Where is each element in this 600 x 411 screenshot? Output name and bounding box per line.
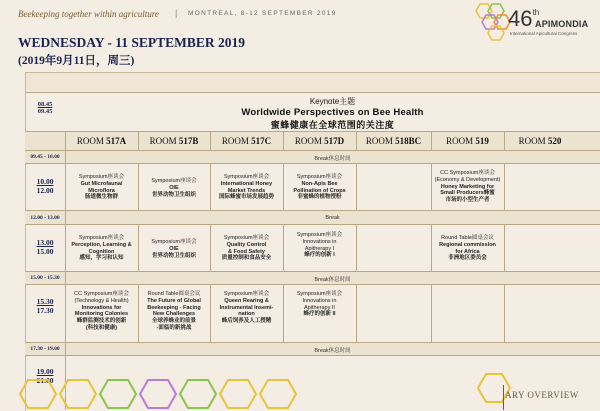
break-row-2	[25, 210, 600, 225]
column-divider	[504, 224, 505, 271]
column-divider	[210, 284, 211, 342]
session-3-room-517a: CC Symposium座谈会 (Technology & Health) Innovations for Monitoring Colonies 蜂群监测技术的创新 (科技和健康)	[74, 291, 129, 331]
column-divider	[431, 163, 432, 210]
session-3-room-517c: Symposium座谈会 Queen Rearing & Instrumental Insemi- nation 蜂后饲养及人工授精	[219, 291, 274, 325]
session-2-room-517b: Symposium座谈会 OIE 世界动物卫生组织	[151, 239, 197, 259]
break-row-4	[25, 342, 600, 356]
day-title: WEDNESDAY - 11 SEPTEMBER 2019	[18, 35, 246, 50]
break-row-1	[25, 150, 600, 164]
column-divider	[138, 284, 139, 342]
break-1-label: Break休息时间	[314, 156, 351, 162]
column-divider	[138, 131, 139, 150]
session-row-1	[25, 163, 600, 211]
session-1-room-517b: Symposium座谈会 OIE 世界动物卫生组织	[151, 178, 197, 198]
column-divider	[283, 284, 284, 342]
keynote-label: Keynote主题	[309, 97, 356, 106]
room-517d-header: ROOM 517D	[294, 136, 345, 146]
day-subtitle: (2019年9月11日，周三)	[18, 55, 135, 67]
break-3-time: 15.00 - 15.30	[30, 275, 60, 281]
session-row-2	[25, 224, 600, 272]
session-2-room-517a: Symposium座谈会 Perception, Learning & Cognition 感知，学习和认知	[71, 235, 132, 262]
room-518bc-header: ROOM 518BC	[365, 136, 422, 146]
session-1-room-517c: Symposium座谈会 International Honey Market Trends 国际蜂蜜市场发展趋势	[218, 174, 274, 201]
column-divider	[210, 224, 211, 271]
column-divider	[431, 284, 432, 342]
overview-divider	[503, 385, 504, 410]
column-divider	[138, 163, 139, 210]
column-divider	[431, 224, 432, 271]
break-4-time: 17.30 - 19.00	[30, 346, 60, 352]
break-2-time: 12.00 - 13.00	[30, 215, 60, 221]
column-divider	[504, 284, 505, 342]
session-1-room-519: CC Symposium座谈会 (Economy & Development) Honey Marketing for Small Producers蜂蜜 市场的小型生产者	[434, 170, 501, 204]
session-3-room-517b: Round Table圆桌会议 The Future of Global Beekeeping - Facing New Challenges 全球养蜂业的前景 -面临的新挑战	[147, 291, 201, 331]
congress-subtitle: International Apicultural Congress	[510, 31, 578, 36]
tagline: Beekeeping together within agriculture	[18, 9, 159, 19]
column-divider	[210, 163, 211, 210]
break-3-label: Break休息时间	[314, 277, 351, 283]
room-520-header: ROOM 520	[518, 136, 562, 146]
column-divider	[210, 131, 211, 150]
session-1-room-517d: Symposium座谈会 Non-Apis Bee Pollination of Crops 非蜜蜂的植物授粉	[293, 174, 346, 201]
keynote-block	[65, 96, 600, 131]
room-517a-header: ROOM 517A	[76, 136, 127, 146]
column-divider	[65, 131, 66, 410]
column-divider	[504, 131, 505, 150]
keynote-title-en: Worldwide Perspectives on Bee Health	[241, 107, 424, 118]
column-divider	[283, 163, 284, 210]
room-517b-header: ROOM 517B	[149, 136, 199, 146]
column-divider	[138, 224, 139, 271]
break-2-label: Break	[325, 215, 340, 221]
room-519-header: ROOM 519	[446, 136, 489, 146]
column-divider	[356, 224, 357, 271]
event-location-date: MONTREAL, 8-12 SEPTEMBER 2019	[188, 10, 337, 17]
break-4-label: Break休息时间	[314, 348, 351, 354]
column-divider	[431, 131, 432, 150]
session-3-time: 15.30 17.30	[36, 297, 54, 315]
column-divider	[356, 131, 357, 150]
decorative-hexagon-row-icon	[18, 378, 318, 410]
session-3-room-517d: Symposium座谈会 Innovations in Apitherapy II 蜂疗的创新 II	[296, 291, 343, 318]
tagline-separator: |	[175, 8, 178, 18]
keynote-time: 08.45 09.45	[37, 101, 53, 115]
column-divider	[283, 224, 284, 271]
congress-number: 46th	[508, 6, 540, 31]
column-divider	[283, 131, 284, 150]
session-1-time: 10.00 12.00	[36, 177, 54, 195]
session-2-room-519: Round Table圆桌会议 Regional commission for Africa 非洲地区委员会	[439, 235, 496, 262]
session-2-time: 13.00 15.00	[36, 238, 54, 256]
column-divider	[504, 163, 505, 210]
session-row-3	[25, 284, 600, 343]
session-2-room-517d: Symposium座谈会 Innovations in Apitherapy I 蜂疗的创新 I	[296, 232, 343, 259]
break-1-time: 09.45 - 10.00	[30, 154, 60, 160]
column-divider	[356, 163, 357, 210]
room-header-row	[25, 131, 600, 151]
evening-time: 19.00 21.00	[36, 367, 54, 385]
session-1-room-517a: Symposium座谈会 Gut Microfauna/ Microflora 肠道微生物群	[78, 174, 125, 201]
session-2-room-517c: Symposium座谈会 Quality Control & Food Safety 质量控制和食品安全	[221, 235, 272, 262]
break-row-3	[25, 271, 600, 285]
keynote-title-zh: 蜜蜂健康在全球范围的关注度	[270, 120, 395, 130]
room-517c-header: ROOM 517C	[221, 136, 272, 146]
keynote-row	[25, 92, 600, 132]
column-divider	[356, 284, 357, 342]
congress-name: APIMONDIA	[535, 19, 589, 29]
overview-label: ARY OVERVIEW	[505, 390, 579, 400]
